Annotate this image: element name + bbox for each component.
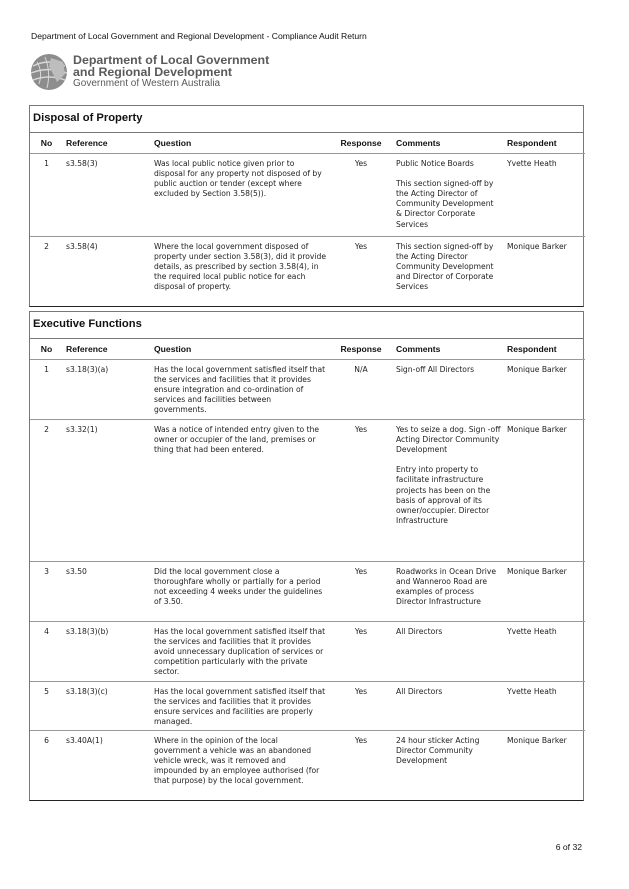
table-row	[30, 419, 585, 561]
cell-comments	[393, 730, 504, 800]
cell-no: 1	[30, 359, 63, 419]
cell-response: Yes	[354, 735, 368, 745]
executive-functions-section	[29, 311, 584, 801]
table-row	[30, 730, 585, 800]
cell-respondent: Monique Barker	[504, 359, 585, 419]
cell-reference: s3.50	[63, 561, 151, 621]
column-header-question: Question	[151, 339, 329, 359]
cell-reference: s3.40A(1)	[66, 735, 103, 745]
comment-paragraph: Sign-off All Directors	[396, 364, 475, 374]
comment-paragraph: Roadworks in Ocean Drive and Wanneroo Road are examples of process Director Infrastructure	[396, 566, 497, 607]
table-row	[30, 621, 585, 681]
table-header-row	[30, 339, 585, 359]
cell-reference: s3.32(1)	[63, 419, 151, 561]
cell-comments	[393, 621, 504, 681]
cell-question: Was a notice of intended entry given to the owner or occupier of the land, premises or thing that had been entered.	[151, 419, 329, 561]
table-row	[30, 359, 585, 419]
department-logo	[29, 52, 289, 92]
cell-comments	[393, 681, 504, 730]
comment-paragraph: Yes to seize a dog. Sign -off Acting Director Community Development	[396, 424, 501, 454]
cell-respondent: Yvette Heath	[504, 153, 585, 236]
cell-response: Yes	[329, 621, 393, 681]
comment-paragraph: Public Notice Boards	[396, 158, 474, 168]
cell-no: 6	[44, 735, 49, 745]
cell-no: 5	[30, 681, 63, 730]
cell-reference: s3.58(3)	[63, 153, 151, 236]
cell-comments	[393, 359, 504, 419]
column-header-question: Question	[151, 133, 329, 153]
cell-reference: s3.18(3)(c)	[63, 681, 151, 730]
comment-paragraph: This section signed-off by the Acting Director of Community Development & Director Corporate Services	[396, 178, 494, 229]
comment-paragraph: All Directors	[396, 626, 443, 636]
executive-table	[30, 339, 585, 800]
cell-question: Has the local government satisfied itself that the services and facilities that it provides ensure services and facilities are properly managed.	[151, 681, 329, 730]
cell-question: Where the local government disposed of property under section 3.58(3), did it provide details, as prescribed by section 3.58(4), in the required local public notice for each disposal of property.	[154, 241, 327, 292]
cell-comments	[393, 236, 504, 306]
cell-respondent: Monique Barker	[504, 561, 585, 621]
comment-paragraph: 24 hour sticker Acting Director Community Development	[396, 735, 480, 765]
cell-no: 1	[30, 153, 63, 236]
cell-comments	[393, 561, 504, 621]
comment-paragraph: All Directors	[396, 686, 443, 696]
document-header: Department of Local Government and Regional Development - Compliance Audit Return	[31, 31, 367, 41]
cell-question: Has the local government satisfied itself that the services and facilities that it provides avoid unnecessary duplication of services or competition particularly with the private sector.	[151, 621, 329, 681]
cell-response: Yes	[354, 241, 368, 251]
column-header-respondent: Respondent	[504, 133, 585, 153]
table-header-row	[30, 133, 585, 153]
cell-respondent: Monique Barker	[504, 419, 585, 561]
column-header-comments: Comments	[393, 133, 504, 153]
section-title: Disposal of Property	[30, 106, 583, 133]
cell-no: 2	[44, 241, 49, 251]
cell-question: Did the local government close a thoroughfare wholly or partially for a period not exceeding 4 weeks under the guidelines of 3.50.	[151, 561, 329, 621]
column-header-response: Response	[329, 133, 393, 153]
cell-reference: s3.58(4)	[66, 241, 98, 251]
cell-response: Yes	[329, 681, 393, 730]
comment-paragraph: Entry into property to facilitate infrastructure projects has been on the basis of approval of its owner/occupier. Director Infrastructure	[396, 465, 491, 526]
table-row	[30, 236, 585, 306]
column-header-respondent: Respondent	[504, 339, 585, 359]
logo-line-1: Department of Local Government	[73, 53, 270, 67]
cell-respondent: Monique Barker	[507, 241, 567, 251]
cell-question: Has the local government satisfied itself that the services and facilities that it provides ensure integration and co-ordination of services and facilities between governments.	[151, 359, 329, 419]
page-number: 6 of 32	[555, 842, 582, 852]
comment-paragraph: This section signed-off by the Acting Director Community Development and Director of Corporate Services	[396, 241, 494, 292]
cell-response: N/A	[329, 359, 393, 419]
column-header-comments: Comments	[393, 339, 504, 359]
cell-no: 4	[30, 621, 63, 681]
disposal-table	[30, 133, 585, 306]
logo-line-2: and Regional Development	[73, 65, 233, 79]
logo-line-3: Government of Western Australia	[73, 78, 221, 89]
cell-no: 2	[30, 419, 63, 561]
disposal-of-property-section	[29, 105, 584, 307]
cell-comments	[393, 153, 504, 236]
cell-response: Yes	[329, 153, 393, 236]
cell-comments	[393, 419, 504, 561]
column-header-reference: Reference	[63, 133, 151, 153]
section-title: Executive Functions	[30, 312, 583, 339]
column-header-no: No	[30, 133, 63, 153]
cell-response: Yes	[329, 561, 393, 621]
cell-respondent: Monique Barker	[507, 735, 567, 745]
cell-reference: s3.18(3)(b)	[63, 621, 151, 681]
cell-respondent: Yvette Heath	[504, 621, 585, 681]
column-header-response: Response	[329, 339, 393, 359]
cell-reference: s3.18(3)(a)	[63, 359, 151, 419]
cell-response: Yes	[329, 419, 393, 561]
table-row	[30, 153, 585, 236]
cell-respondent: Yvette Heath	[504, 681, 585, 730]
globe-icon	[29, 52, 69, 92]
table-row	[30, 681, 585, 730]
table-row	[30, 561, 585, 621]
column-header-no: No	[30, 339, 63, 359]
cell-no: 3	[30, 561, 63, 621]
cell-question: Was local public notice given prior to disposal for any property not disposed of by public auction or tender (except where excluded by Section 3.58(5)).	[151, 153, 329, 236]
cell-question: Where in the opinion of the local government a vehicle was an abandoned vehicle wreck, was it removed and impounded by an employee authorised (for that purpose) by the local government.	[154, 735, 320, 786]
column-header-reference: Reference	[63, 339, 151, 359]
